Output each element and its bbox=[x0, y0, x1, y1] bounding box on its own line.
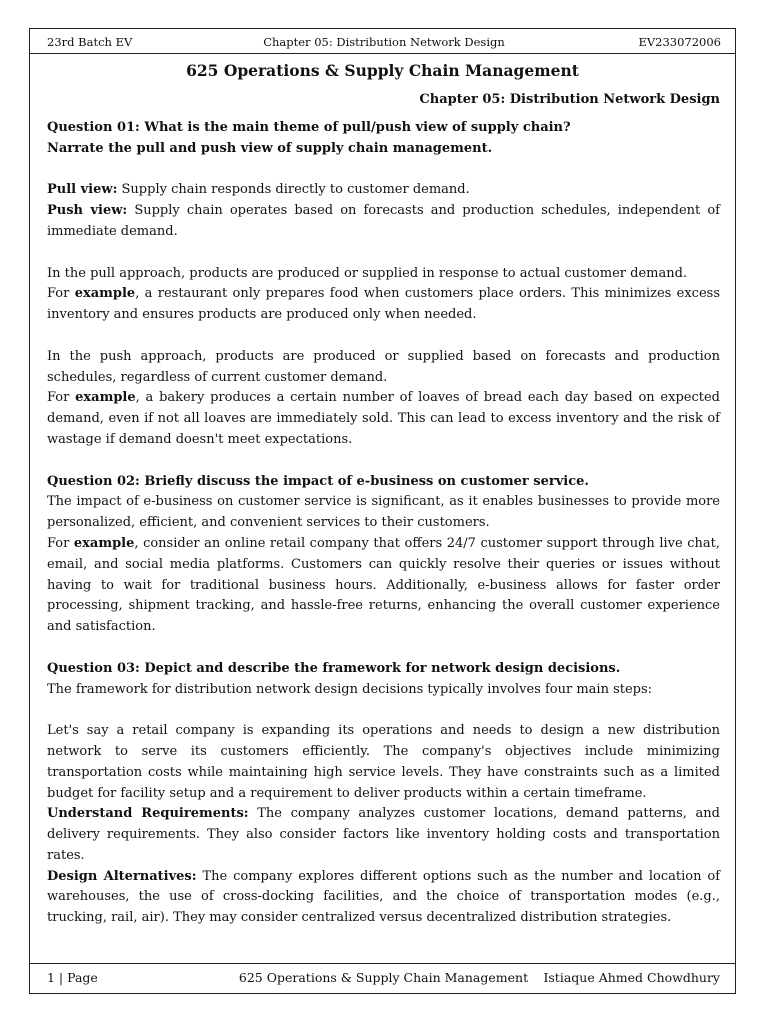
push-view-label: Push view: bbox=[47, 203, 128, 219]
footer-course: 625 Operations & Supply Chain Management bbox=[238, 970, 529, 985]
page-footer bbox=[47, 969, 720, 989]
footer-divider bbox=[29, 963, 736, 964]
question-1-line-1: Question 01: What is the main theme of pull/push view of supply chain? bbox=[47, 120, 571, 135]
question-1 bbox=[47, 118, 720, 160]
push-view-definition bbox=[47, 201, 720, 243]
retail-scenario-paragraph: Let's say a retail company is expanding its operations and needs to design a new distribution network to serve its customers efficiently. The company's objectives include minimizing transportation costs while maintaining high service levels. They have constraints such as a limited budget for facility setup and a requirement to deliver products within a certain timeframe. bbox=[47, 723, 720, 801]
pull-approach-text: In the pull approach, products are produced or supplied in response to actual customer demand. bbox=[47, 265, 688, 281]
design-alternatives-text: The company explores different options such as the number and location of warehouses, the use of cross-docking facilities, and the choice of transportation modes (e.g., trucking, rail, air). They may consider centralized versus decentralized distribution strategies. bbox=[47, 868, 720, 926]
push-approach-text: In the push approach, products are produced or supplied based on forecasts and production schedules, regardless of current customer demand. bbox=[47, 348, 720, 385]
pull-example-word: example bbox=[74, 286, 136, 302]
ebusiness-impact-paragraph: The impact of e-business on customer service is significant, as it enables businesses to provide more personalized, efficient, and convenient services to their customers. For example, consider an online retail company that offers 24/7 customer support through live chat, email, and social media platforms. Customers can quickly resolve their queries or issues without having to wait for traditional business hours. Additionally, e-business allows for faster order processing, shipment tracking, and hassle-free returns, enhancing the overall customer experience and satisfaction. bbox=[47, 494, 720, 635]
header-divider bbox=[29, 53, 736, 54]
header-id: EV233072006 bbox=[638, 35, 721, 49]
pull-view-label: Pull view: bbox=[47, 182, 118, 198]
ebusiness-example-text: , consider an online retail company that offers 24/7 customer support through live chat, email, and social media platforms. Customers can quickly resolve their queries or issues without having to wait for traditional business hours. Additionally, e-business allows for faster order processing, shipment tracking, and hassle-free returns, enhancing the overall customer experience and satisfaction. bbox=[47, 535, 720, 635]
understand-requirements-label: Understand Requirements: bbox=[47, 806, 249, 822]
header-chapter: Chapter 05: Distribution Network Design bbox=[263, 35, 505, 49]
header-batch: 23rd Batch EV bbox=[47, 35, 133, 49]
chapter-title: Chapter 05: Distribution Network Design bbox=[419, 92, 720, 107]
question-2: Question 02: Briefly discuss the impact of e-business on customer service. bbox=[47, 473, 589, 489]
design-alternatives-label: Design Alternatives: bbox=[47, 868, 197, 884]
document-body bbox=[47, 118, 720, 929]
footer-author: Istiaque Ahmed Chowdhury bbox=[543, 970, 720, 985]
push-example-text: , a bakery produces a certain number of loaves of bread each day based on expected demand, even if not all loaves are immediately sold. This can lead to excess inventory and the risk of wastage if demand doesn't meet expectations. bbox=[47, 390, 720, 447]
pull-example-text: , a restaurant only prepares food when customers place orders. This minimizes excess inventory and ensures products are produced only when needed. bbox=[47, 286, 720, 323]
understand-requirements-paragraph bbox=[47, 804, 720, 866]
understand-requirements-text: The company analyzes customer locations, demand patterns, and delivery requirements. They also consider factors like inventory holding costs and transportation rates. bbox=[47, 806, 720, 863]
push-example-word: example bbox=[75, 390, 136, 406]
push-approach-paragraph: In the push approach, products are produced or supplied based on forecasts and production schedules, regardless of current customer demand. For example, a bakery produces a certain number of loaves of bread each day based on expected demand, even if not all loaves are immediately sold. This can lead to excess inventory and the risk of wastage if demand doesn't meet expectations. bbox=[47, 348, 720, 447]
document-title: 625 Operations & Supply Chain Management bbox=[186, 61, 579, 80]
question-1-line-2: Narrate the pull and push view of supply chain management. bbox=[47, 140, 493, 156]
ebusiness-example-word: example bbox=[73, 535, 135, 551]
pull-view-definition bbox=[47, 180, 720, 201]
pull-view-text: Supply chain responds directly to customer demand. bbox=[117, 182, 470, 198]
push-view-text: Supply chain operates based on forecasts and production schedules, independent of immediate demand. bbox=[47, 203, 720, 239]
page-header bbox=[47, 34, 721, 52]
ebusiness-impact-text: The impact of e-business on customer service is significant, as it enables businesses to provide more personalized, efficient, and convenient services to their customers. bbox=[47, 494, 720, 531]
footer-page-number: 1 | Page bbox=[47, 970, 98, 985]
pull-approach-paragraph: In the pull approach, products are produced or supplied in response to actual customer demand. For example, a restaurant only prepares food when customers place orders. This minimizes excess inventory and ensures products are produced only when needed. bbox=[47, 265, 720, 323]
question-3: Question 03: Depict and describe the framework for network design decisions. bbox=[47, 660, 621, 676]
design-alternatives-paragraph bbox=[47, 867, 720, 929]
framework-intro: The framework for distribution network design decisions typically involves four main steps: bbox=[47, 681, 653, 697]
